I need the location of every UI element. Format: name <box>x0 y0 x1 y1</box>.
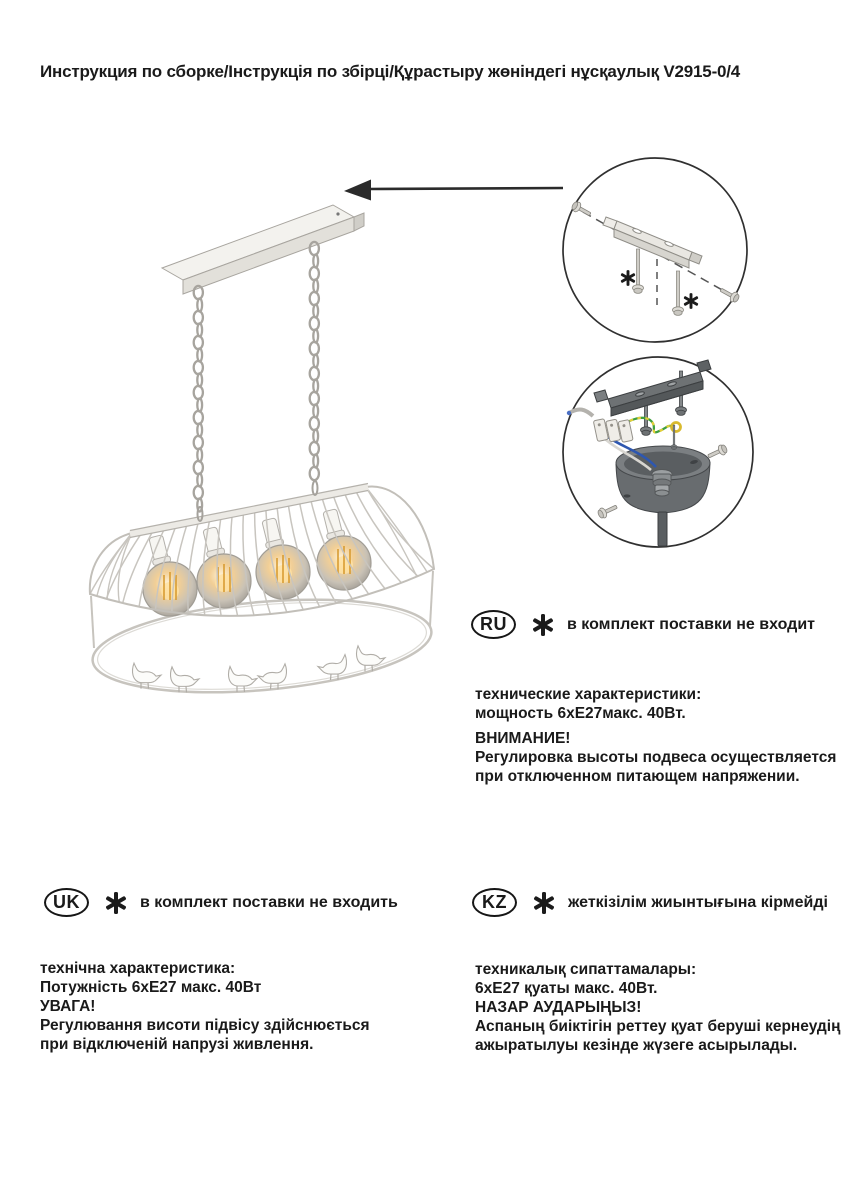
spec-line: технічна характеристика: <box>40 960 236 977</box>
spec-line: ВНИМАНИЕ! <box>475 730 571 747</box>
spec-line: Регулювання висоти підвісу здійснюється <box>40 1017 370 1034</box>
spec-line: при отключенном питающем напряжении. <box>475 768 800 785</box>
spec-line: при відключеній напрузі живлення. <box>40 1036 314 1053</box>
kz-note-row <box>472 888 828 917</box>
spec-line: НАЗАР АУДАРЫҢЫЗ! <box>475 999 642 1016</box>
ru-specs-block <box>475 685 836 786</box>
not-included-asterisk-icon <box>104 891 128 915</box>
chain-right <box>310 242 319 480</box>
spec-line: Аспаның биіктігін реттеу қуат беруші кернеудің <box>475 1018 841 1035</box>
spec-line: УВАГА! <box>40 998 96 1015</box>
ceiling-bar <box>162 205 364 294</box>
lang-badge-ru: RU <box>471 610 516 639</box>
pointer-arrow-icon <box>344 180 563 201</box>
bird-figurines <box>132 646 385 693</box>
lang-badge-kz: KZ <box>472 888 517 917</box>
not-included-asterisk-icon <box>531 613 555 637</box>
spec-line: технические характеристики: <box>475 686 702 703</box>
page-title: Инструкция по сборке/Інструкція по збірці/Құрастыру жөніндегі нұсқаулық V2915-0/4 <box>40 62 741 81</box>
spec-line: ажыратылуы кезінде жүзеге асырылады. <box>475 1037 798 1054</box>
spec-line: мощность 6хЕ27макс. 40Вт. <box>475 705 686 722</box>
spec-line: 6хЕ27 қуаты макс. 40Вт. <box>475 980 658 997</box>
kz-specs-block <box>475 960 840 1055</box>
mounting-bracket-detail-circle <box>563 158 747 342</box>
ru-note-row <box>471 610 815 639</box>
spec-line: Потужність 6хЕ27 макс. 40Вт <box>40 979 262 996</box>
ru-not-included-note: в комплект поставки не входит <box>567 615 815 633</box>
ceiling-canopy-detail-circle <box>563 357 753 547</box>
light-bulb <box>256 517 310 599</box>
lang-badge-uk: UK <box>44 888 89 917</box>
kz-not-included-note: жеткізілім жиынтығына кірмейді <box>568 893 828 911</box>
pendant-lamp-illustration <box>89 205 435 705</box>
uk-note-row <box>44 888 398 917</box>
not-included-asterisk-icon <box>532 891 556 915</box>
uk-not-included-note: в комплект поставки не входить <box>140 893 398 911</box>
spec-line: Регулировка высоты подвеса осуществляется <box>475 749 837 766</box>
chain-left <box>194 286 203 512</box>
spec-line: техникалық сипаттамалары: <box>475 961 697 978</box>
uk-specs-block <box>40 959 370 1054</box>
